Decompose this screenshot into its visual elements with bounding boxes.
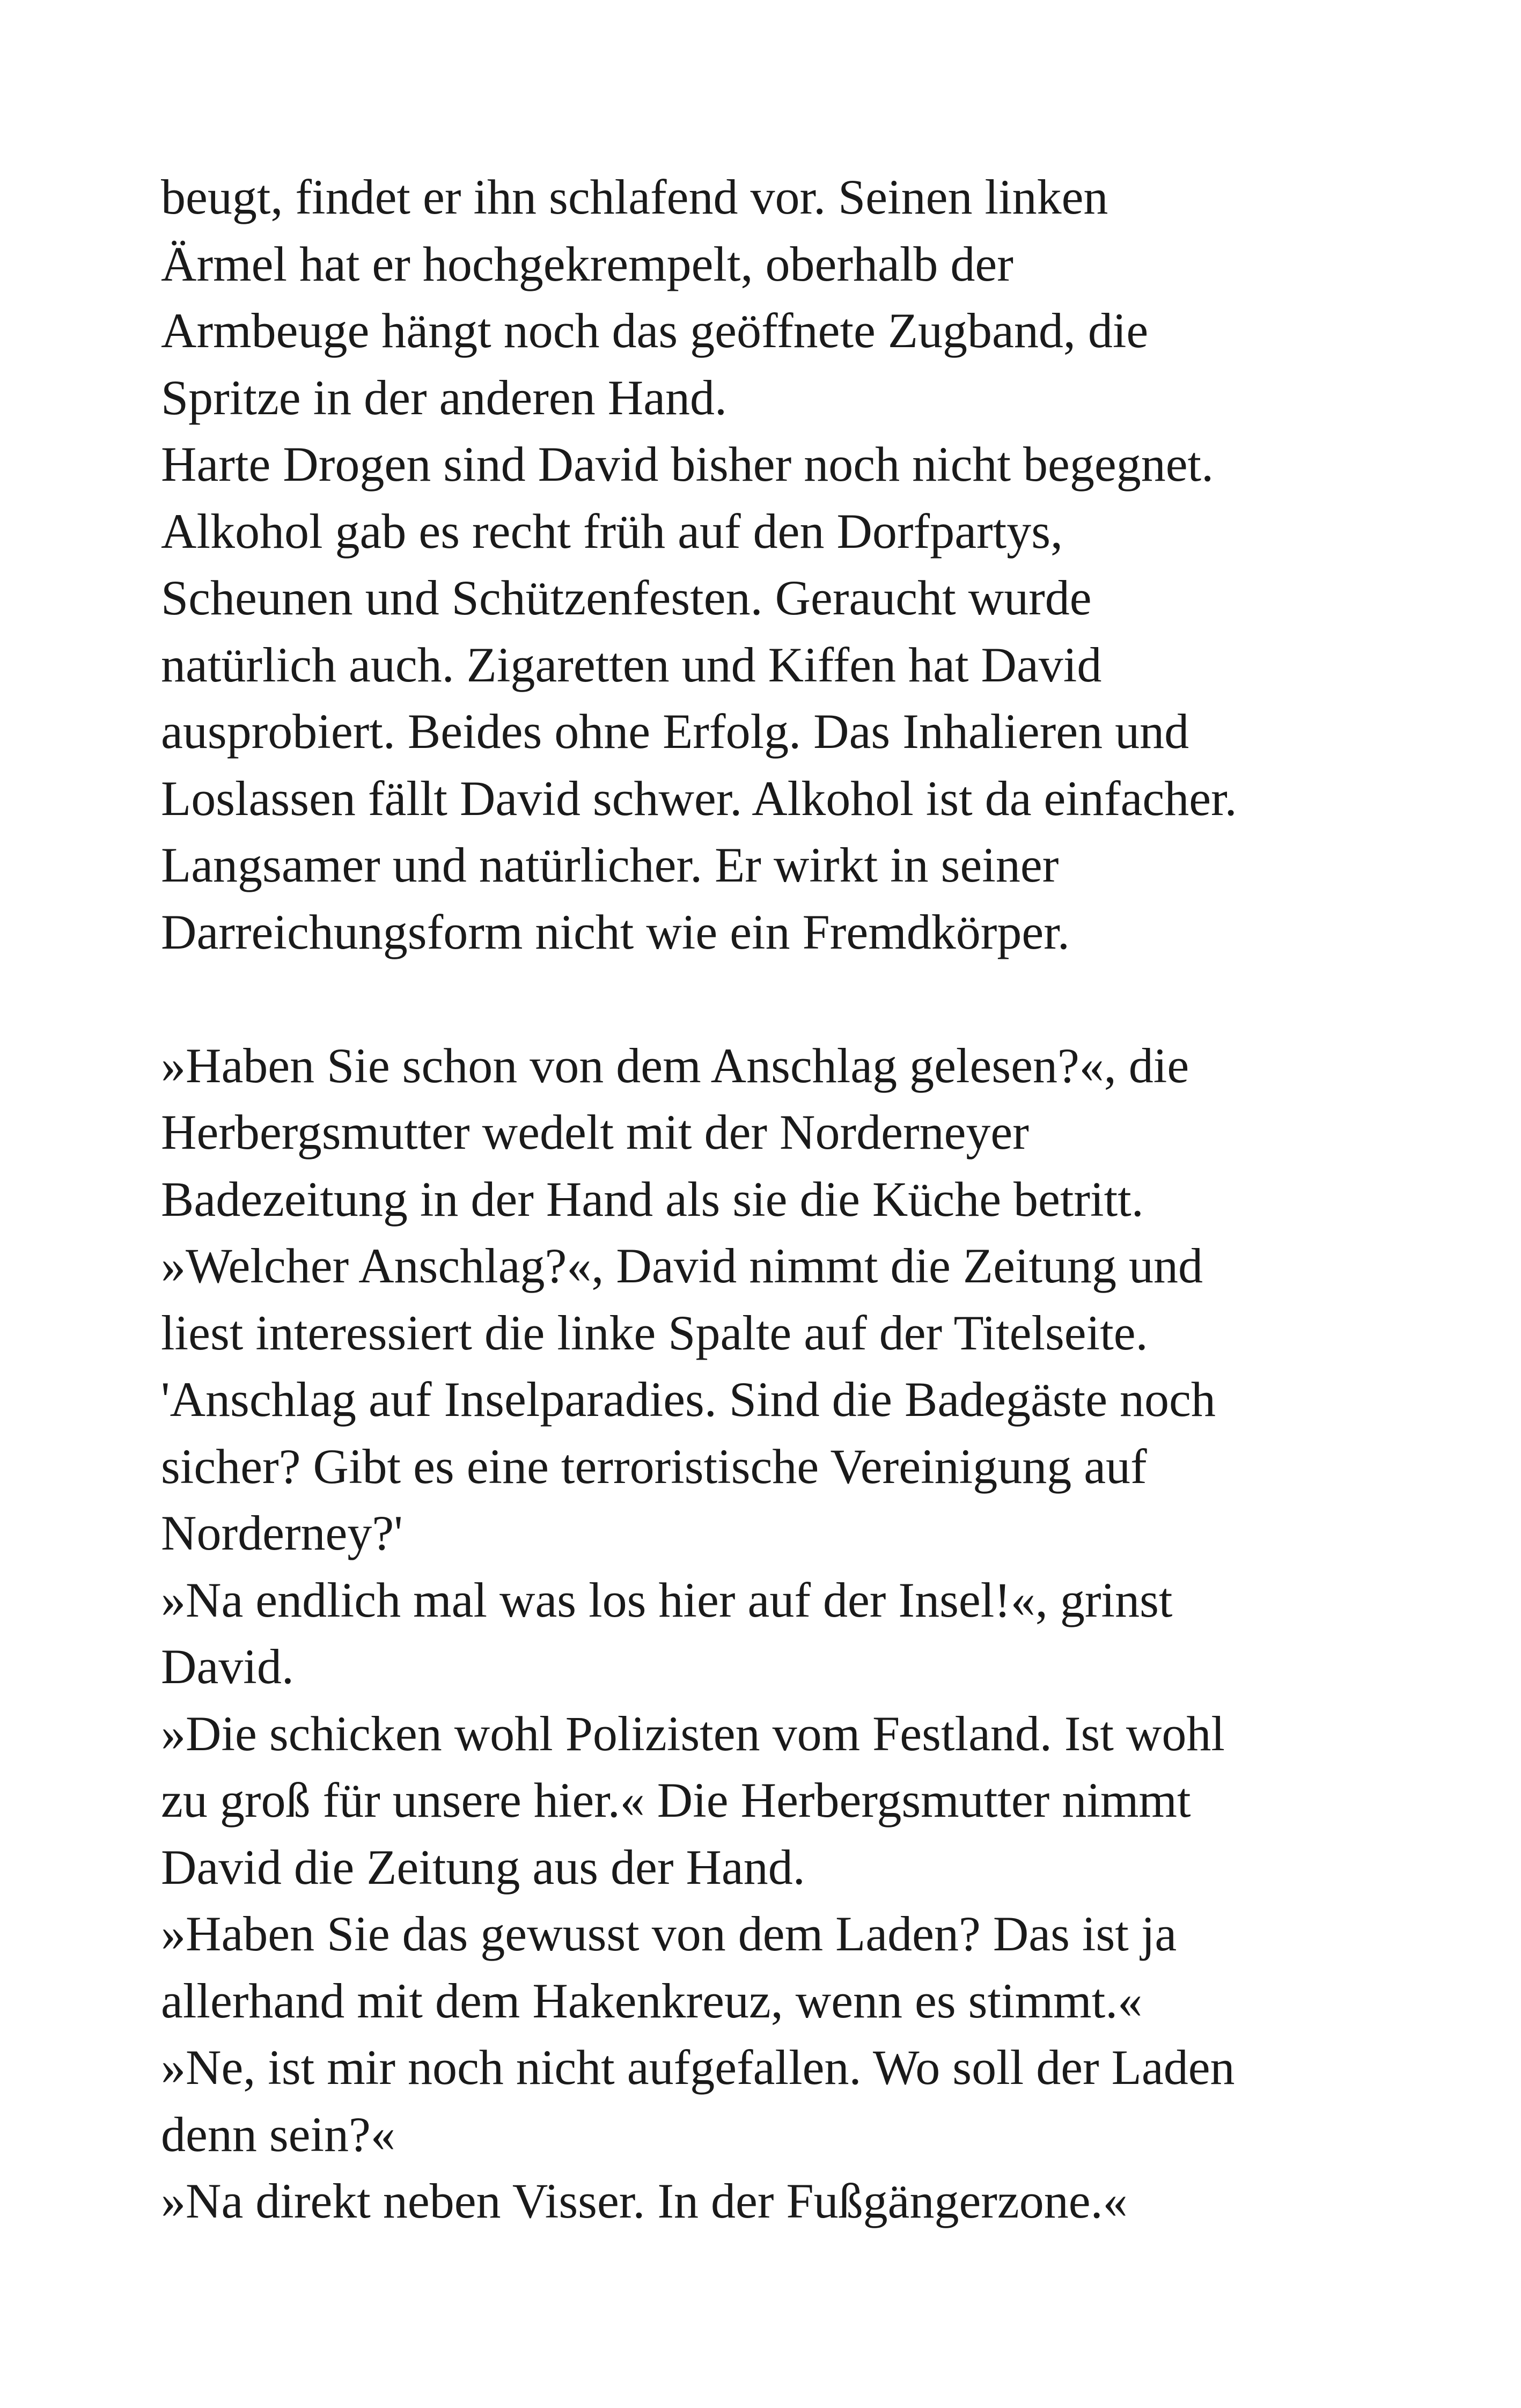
text-line: liest interessiert die linke Spalte auf der Titelseite. [161, 1305, 1148, 1360]
text-line: zu groß für unsere hier.« Die Herbergsmutter nimmt [161, 1773, 1191, 1827]
text-line: »Na direkt neben Visser. In der Fußgängerzone.« [161, 2174, 1128, 2228]
text-line: David die Zeitung aus der Hand. [161, 1839, 805, 1895]
text-line: ausprobiert. Beides ohne Erfolg. Das Inhalieren und [161, 704, 1189, 759]
paragraph-2 [161, 1032, 1395, 2235]
text-line: Scheunen und Schützenfesten. Geraucht wurde [161, 570, 1092, 625]
text-line: natürlich auch. Zigaretten und Kiffen hat David [161, 637, 1102, 692]
text-line: Harte Drogen sind David bisher noch nicht begegnet. [161, 437, 1214, 491]
text-line: Darreichungsform nicht wie ein Fremdkörper. [161, 904, 1070, 959]
page-text [161, 164, 1395, 2235]
text-line: »Na endlich mal was los hier auf der Insel!«, grinst [161, 1572, 1173, 1627]
text-line: David. [161, 1639, 294, 1694]
text-line: 'Anschlag auf Inselparadies. Sind die Badegäste noch [161, 1372, 1216, 1427]
text-line: »Die schicken wohl Polizisten vom Festland. Ist wohl [161, 1706, 1225, 1761]
text-line: Norderney?' [161, 1506, 403, 1560]
text-line: beugt, findet er ihn schlafend vor. Seinen linken [161, 170, 1108, 224]
text-line: »Haben Sie schon von dem Anschlag gelesen?«, die [161, 1038, 1189, 1093]
text-line: »Haben Sie das gewusst von dem Laden? Das ist ja [161, 1906, 1177, 1961]
text-line: Badezeitung in der Hand als sie die Küche betritt. [161, 1171, 1144, 1227]
text-line: Spritze in der anderen Hand. [161, 370, 728, 425]
paragraph-break [161, 965, 1395, 1032]
text-line: Alkohol gab es recht früh auf den Dorfpartys, [161, 503, 1063, 559]
text-line: Armbeuge hängt noch das geöffnete Zugband, die [161, 303, 1149, 358]
text-line: »Ne, ist mir noch nicht aufgefallen. Wo soll der Laden [161, 2040, 1235, 2095]
text-line: Herbergsmutter wedelt mit der Norderneyer [161, 1105, 1029, 1159]
text-line: allerhand mit dem Hakenkreuz, wenn es stimmt.« [161, 1973, 1143, 2028]
text-line: denn sein?« [161, 2106, 395, 2162]
paragraph-1 [161, 164, 1395, 965]
text-line: »Welcher Anschlag?«, David nimmt die Zeitung und [161, 1238, 1203, 1293]
text-line: Loslassen fällt David schwer. Alkohol ist da einfacher. [161, 770, 1237, 826]
text-line: Ärmel hat er hochgekrempelt, oberhalb der [161, 236, 1013, 291]
text-line: sicher? Gibt es eine terroristische Vereinigung auf [161, 1438, 1147, 1494]
text-line: Langsamer und natürlicher. Er wirkt in seiner [161, 838, 1059, 892]
